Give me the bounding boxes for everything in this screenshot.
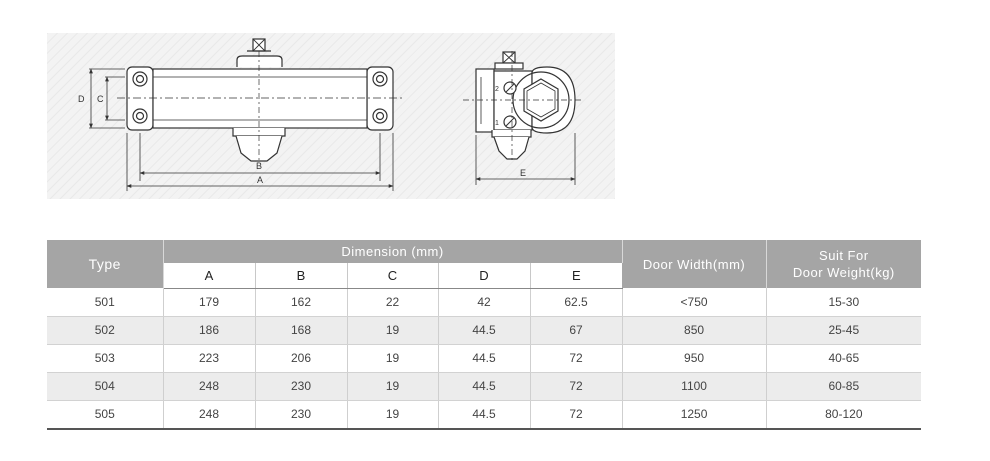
cell-type: 505 [47, 400, 163, 429]
cell-type: 504 [47, 372, 163, 400]
header-col-e: E [530, 263, 622, 288]
dim-label-d: D [78, 94, 85, 104]
header-type: Type [47, 240, 163, 288]
header-col-a: A [163, 263, 255, 288]
cell-c: 19 [347, 316, 438, 344]
cell-d: 42 [438, 288, 530, 316]
header-door-width: Door Width(mm) [622, 240, 766, 288]
cell-door-weight: 40-65 [766, 344, 921, 372]
front-view [89, 39, 402, 191]
closer-body [153, 69, 367, 128]
cell-e: 62.5 [530, 288, 622, 316]
cell-d: 44.5 [438, 344, 530, 372]
cell-a: 223 [163, 344, 255, 372]
cell-c: 22 [347, 288, 438, 316]
dimension-table [47, 240, 921, 430]
cell-e: 72 [530, 372, 622, 400]
cell-type: 503 [47, 344, 163, 372]
cell-e: 72 [530, 400, 622, 429]
cell-d: 44.5 [438, 316, 530, 344]
table-row [47, 400, 921, 429]
cell-a: 248 [163, 372, 255, 400]
header-col-c: C [347, 263, 438, 288]
cell-door-width: 1100 [622, 372, 766, 400]
cell-d: 44.5 [438, 372, 530, 400]
cell-door-width: 850 [622, 316, 766, 344]
cell-a: 186 [163, 316, 255, 344]
cell-type: 502 [47, 316, 163, 344]
dim-label-c: C [97, 94, 104, 104]
table-row [47, 372, 921, 400]
cell-a: 179 [163, 288, 255, 316]
technical-drawing-panel [47, 33, 615, 199]
table-row [47, 344, 921, 372]
cell-door-weight: 60-85 [766, 372, 921, 400]
header-col-d: D [438, 263, 530, 288]
cell-c: 19 [347, 400, 438, 429]
cell-b: 230 [255, 400, 347, 429]
cell-c: 19 [347, 344, 438, 372]
adjust-mark-2: 2 [495, 86, 499, 93]
cell-door-width: <750 [622, 288, 766, 316]
cell-a: 248 [163, 400, 255, 429]
header-dimension: Dimension (mm) [163, 240, 622, 263]
mounting-plate [476, 69, 494, 132]
header-door-weight-line1: Suit For [819, 248, 869, 263]
cell-e: 72 [530, 344, 622, 372]
dim-label-e: E [519, 168, 527, 178]
cell-door-weight: 25-45 [766, 316, 921, 344]
cell-b: 168 [255, 316, 347, 344]
header-door-weight-line2: Door Weight(kg) [792, 265, 895, 280]
cell-type: 501 [47, 288, 163, 316]
cell-door-weight: 15-30 [766, 288, 921, 316]
header-door-weight [766, 240, 921, 288]
header-col-b: B [255, 263, 347, 288]
cell-b: 206 [255, 344, 347, 372]
door-closer-drawing [47, 33, 615, 199]
table-row [47, 316, 921, 344]
cell-door-width: 1250 [622, 400, 766, 429]
table-row [47, 288, 921, 316]
dim-label-a: A [256, 175, 264, 185]
cell-b: 162 [255, 288, 347, 316]
cell-d: 44.5 [438, 400, 530, 429]
side-view [463, 51, 582, 185]
cell-door-width: 950 [622, 344, 766, 372]
cell-c: 19 [347, 372, 438, 400]
cell-door-weight: 80-120 [766, 400, 921, 429]
dim-label-b: B [255, 161, 263, 171]
cell-e: 67 [530, 316, 622, 344]
cell-b: 230 [255, 372, 347, 400]
adjust-mark-1: 1 [495, 120, 499, 127]
